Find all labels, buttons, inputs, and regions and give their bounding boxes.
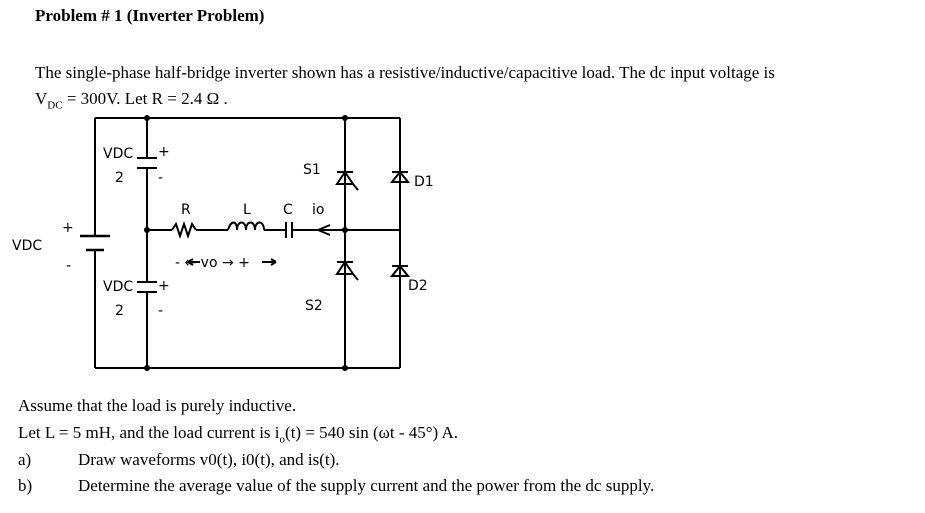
svg-text:+: + <box>158 278 170 294</box>
svg-text:+: + <box>158 144 170 160</box>
cap-top-numerator: VDC <box>103 146 134 162</box>
switch-s2-label: S2 <box>305 298 323 314</box>
current-io-label: io <box>312 202 325 218</box>
question-b-label: b) <box>18 476 33 495</box>
question-a-label: a) <box>18 450 32 469</box>
diode-d1-label: D1 <box>414 174 434 190</box>
resistor-symbol <box>172 224 196 236</box>
problem-title: Problem # 1 (Inverter Problem) <box>35 6 265 25</box>
inductor-symbol <box>228 223 264 231</box>
inductor-label: L <box>243 202 251 218</box>
svg-text:-: - <box>158 170 164 186</box>
svg-text:-: - <box>158 303 164 319</box>
question-b-text: Determine the average value of the supply current and the power from the dc supply. <box>78 476 655 495</box>
cap-bottom-denominator: 2 <box>115 303 124 319</box>
capacitor-label: C <box>283 202 293 218</box>
assumption-text: Assume that the load is purely inductive. <box>18 396 297 415</box>
question-a <box>18 450 340 470</box>
vdc-source-label: VDC <box>12 238 43 254</box>
source-minus: - <box>66 258 72 274</box>
half-bridge-inverter-circuit <box>0 110 500 380</box>
switch-s1-label: S1 <box>303 162 321 178</box>
given-values-text: Let L = 5 mH, and the load current is $i_o(t) = 540$ sin (ωt - 45°) A. <box>18 423 459 446</box>
diode-d2-label: D2 <box>408 278 428 294</box>
intro-line-1: The single-phase half-bridge inverter shown has a resistive/inductive/capacitive load. The dc input voltage is <box>35 63 775 82</box>
resistor-label: R <box>181 202 191 218</box>
question-b <box>18 476 654 496</box>
output-voltage-label: - ← vo → + <box>175 255 250 271</box>
intro-line-2: $V_{DC} = 300V$. Let R = 2.4 Ω . <box>35 89 228 112</box>
cap-top-denominator: 2 <box>115 170 124 186</box>
question-a-text: Draw waveforms v0(t), i0(t), and is(t). <box>78 450 340 469</box>
cap-bottom-numerator: VDC <box>103 279 134 295</box>
source-plus: + <box>62 220 74 236</box>
